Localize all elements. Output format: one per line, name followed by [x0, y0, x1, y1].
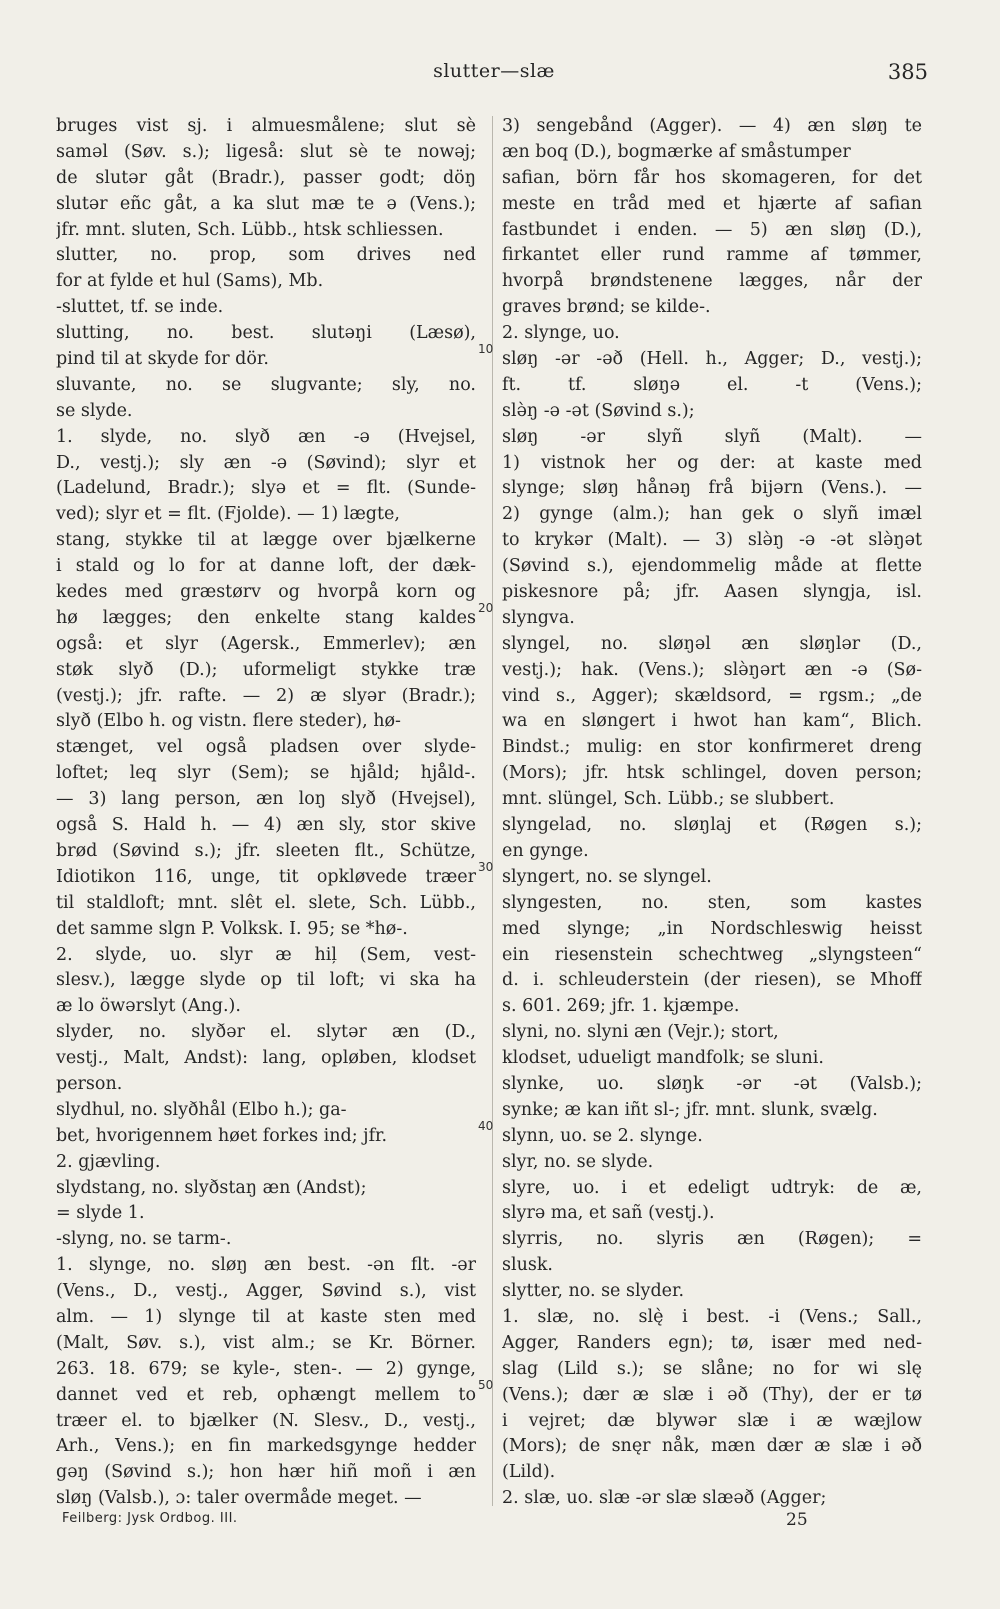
- text-line: slə̀ŋ -ə -ət (Søvind s.);: [502, 400, 695, 421]
- text-line: 2. slynge, uo.: [502, 323, 620, 344]
- text-line: slyngel, no. sløŋəl æn sløŋlər (D.,: [502, 633, 922, 654]
- text-line: Agger, Randers egn); tø, især med ned-: [502, 1332, 922, 1353]
- text-line: sløŋ -ər slyñ slyñ (Malt). —: [502, 426, 922, 447]
- text-line: graves brønd; se kilde-.: [502, 297, 711, 318]
- text-line: stænget, vel også pladsen over slyde-: [56, 737, 476, 758]
- text-line: med slynge; „in Nordschleswig heisst: [502, 918, 922, 939]
- text-line: slutter, no. prop, som drives ned: [56, 245, 476, 266]
- text-line: jfr. mnt. sluten, Sch. Lübb., htsk schliessen.: [56, 219, 444, 240]
- text-line: slyngesten, no. sten, som kastes: [502, 892, 922, 913]
- text-line: firkantet eller rund ramme af tømmer,: [502, 245, 922, 266]
- text-line: det samme slgn P. Volksk. I. 95; se *hø-.: [56, 918, 408, 939]
- text-line: slyni, no. slyni æn (Vejr.); stort,: [502, 1022, 779, 1043]
- text-line: en gynge.: [502, 840, 589, 861]
- text-line: slynke, uo. sløŋk -ər -ət (Valsb.);: [502, 1073, 922, 1094]
- text-line: slyngert, no. se slyngel.: [502, 866, 712, 887]
- right-text-column: [502, 114, 922, 1512]
- text-line: -sluttet, tf. se inde.: [56, 297, 224, 318]
- text-line: til staldloft; mnt. slêt el. slete, Sch. Lübb.,: [56, 892, 476, 913]
- text-line: slutər eñc gåt, a ka slut mæ te ə (Vens.);: [56, 193, 476, 214]
- text-line: Bindst.; mulig: en stor konfirmeret dreng: [502, 737, 922, 758]
- text-line: (Ladelund, Bradr.); slyə et = flt. (Sunde-: [56, 478, 476, 499]
- text-line: alm. — 1) slynge til at kaste sten med: [56, 1306, 476, 1327]
- printer-signature: Feilberg: Jysk Ordbog. III.: [62, 1511, 238, 1526]
- text-line: brød (Søvind s.); jfr. sleeten flt., Schütze,: [56, 840, 476, 861]
- text-line: slynn, uo. se 2. slynge.: [502, 1125, 703, 1146]
- line-number-marker: 10: [478, 342, 494, 356]
- text-line: slesv.), lægge slyde op til loft; vi ska ha: [56, 970, 476, 991]
- text-line: (vestj.); jfr. rafte. — 2) æ slyər (Bradr.);: [56, 685, 476, 706]
- line-number-marker: 30: [478, 860, 494, 874]
- text-line: slyre, uo. i et edeligt udtryk: de æ,: [502, 1177, 922, 1198]
- text-line: safian, börn får hos skomageren, for det: [502, 167, 922, 188]
- text-line: i stald og lo for at danne loft, der dæk-: [56, 556, 476, 577]
- text-line: klodset, udueligt mandfolk; se sluni.: [502, 1048, 824, 1069]
- text-line: to krykər (Malt). — 3) slə̀ŋ -ə -ət slə̀ŋət: [502, 530, 922, 551]
- text-line: person.: [56, 1073, 123, 1094]
- text-line: Idiotikon 116, unge, tit opkløvede træer: [56, 866, 476, 887]
- text-line: slynge; sløŋ hånəŋ frå bijərn (Vens.). —: [502, 478, 922, 499]
- text-line: 1. slyde, no. slyð æn -ə (Hvejsel,: [56, 426, 476, 447]
- text-line: slyr, no. se slyde.: [502, 1151, 654, 1172]
- text-line: de slutər gåt (Bradr.), passer godt; döŋ: [56, 167, 476, 188]
- left-text-column: [56, 114, 476, 1512]
- text-line: s. 601. 269; jfr. 1. kjæmpe.: [502, 996, 740, 1017]
- text-line: (Mors); de snęr nåk, mæn dær æ slæ i əð: [502, 1436, 922, 1457]
- line-number-marker: 40: [478, 1119, 494, 1133]
- text-line: slusk.: [502, 1255, 553, 1276]
- text-line: se slyde.: [56, 400, 133, 421]
- text-line: 2. slyde, uo. slyr æ hiļ (Sem, vest-: [56, 944, 476, 965]
- text-line: mnt. slüngel, Sch. Lübb.; se slubbert.: [502, 789, 835, 810]
- text-line: (Vens., D., vestj., Agger, Søvind s.), vist: [56, 1281, 476, 1302]
- text-line: D., vestj.); sly æn -ə (Søvind); slyr et: [56, 452, 476, 473]
- text-line: -slyng, no. se tarm-.: [56, 1229, 232, 1250]
- text-line: (Malt, Søv. s.), vist alm.; se Kr. Börner.: [56, 1332, 476, 1353]
- text-line: slyð (Elbo h. og vistn. flere steder), hø-: [56, 711, 401, 732]
- text-line: pind til at skyde for dör.: [56, 349, 269, 370]
- text-line: 1. slæ, no. slę̀ i best. -i (Vens.; Sall.,: [502, 1306, 922, 1327]
- text-line: bet, hvorigennem høet forkes ind; jfr.: [56, 1125, 388, 1146]
- text-line: også: et slyr (Agersk., Emmerlev); æn: [56, 633, 476, 654]
- text-line: slydhul, no. slyðhål (Elbo h.); ga-: [56, 1099, 347, 1120]
- running-head: [60, 60, 928, 90]
- text-line: ved); slyr et = flt. (Fjolde). — 1) lægte,: [56, 504, 400, 525]
- text-line: stang, stykke til at lægge over bjælkerne: [56, 530, 476, 551]
- text-line: (Lild).: [502, 1462, 556, 1483]
- text-line: slag (Lild s.); se slåne; no for wi slę: [502, 1358, 922, 1379]
- text-line: bruges vist sj. i almuesmålene; slut sè: [56, 116, 476, 136]
- text-line: 2. gjævling.: [56, 1151, 161, 1172]
- text-line: dannet ved et reb, ophængt mellem to: [56, 1384, 476, 1405]
- text-line: slyrris, no. slyris æn (Røgen); =: [502, 1229, 922, 1250]
- text-line: sløŋ -ər -əð (Hell. h., Agger; D., vestj.);: [502, 349, 922, 370]
- text-line: vestj.); hak. (Vens.); slə̀ŋərt æn -ə (Sø-: [502, 659, 922, 680]
- text-line: d. i. schleuderstein (der riesen), se Mhoff: [502, 970, 922, 991]
- text-line: slytter, no. se slyder.: [502, 1281, 685, 1302]
- text-line: 1) vistnok her og der: at kaste med: [502, 452, 922, 473]
- text-line: træer el. to bjælker (N. Slesv., D., vestj.,: [56, 1410, 476, 1431]
- text-line: slyngelad, no. sløŋlaj et (Røgen s.);: [502, 815, 922, 836]
- text-line: = slyde 1.: [56, 1203, 145, 1224]
- text-line: (Mors); jfr. htsk schlingel, doven person;: [502, 763, 922, 784]
- text-line: meste en tråd med et hjærte af safian: [502, 193, 922, 214]
- text-line: slyder, no. slyðər el. slytər æn (D.,: [56, 1022, 476, 1043]
- text-line: ein riesenstein schechtweg „slyngsteen“: [502, 944, 922, 965]
- text-line: (Vens.); dær æ slæ i əð (Thy), der er tø: [502, 1384, 922, 1405]
- text-line: slyrə ma, et sañ (vestj.).: [502, 1203, 715, 1224]
- text-line: støk slyð (D.); uformeligt stykke træ: [56, 659, 476, 680]
- text-line: Arh., Vens.); en fin markedsgynge hedder: [56, 1436, 476, 1457]
- running-head-title: slutter—slæ: [433, 60, 555, 82]
- text-line: loftet; leq slyr (Sem); se hjåld; hjåld-.: [56, 763, 476, 784]
- line-number-marker: 20: [478, 601, 494, 615]
- text-line: 263. 18. 679; se kyle-, sten-. — 2) gynge,: [56, 1358, 476, 1379]
- text-line: sluvante, no. se slugvante; sly, no.: [56, 374, 476, 395]
- text-line: slydstang, no. slyðstaŋ æn (Andst);: [56, 1177, 367, 1198]
- text-line: piskesnore på; jfr. Aasen slyngja, isl.: [502, 582, 922, 603]
- text-line: kedes med græstørv og hvorpå korn og: [56, 582, 476, 603]
- text-line: 3) sengebånd (Agger). — 4) æn sløŋ te: [502, 116, 922, 136]
- sheet-number: 25: [786, 1510, 808, 1530]
- text-line: slyngva.: [502, 607, 575, 628]
- text-line: gəŋ (Søvind s.); hon hær hiñ moñ i æn: [56, 1462, 476, 1483]
- text-line: 2. slæ, uo. slæ -ər slæ slæəð (Agger;: [502, 1488, 827, 1509]
- text-line: vestj., Malt, Andst): lang, opløben, klodset: [56, 1048, 476, 1069]
- text-line: æn boq (D.), bogmærke af småstumper: [502, 141, 851, 162]
- text-line: slutting, no. best. slutəŋi (Læsø),: [56, 323, 476, 344]
- text-line: synke; æ kan iñt sl-; jfr. mnt. slunk, svælg.: [502, 1099, 878, 1120]
- text-line: 2) gynge (alm.); han gek o slyñ imæl: [502, 504, 922, 525]
- line-number-marker: 50: [478, 1378, 494, 1392]
- text-line: i vejret; dæ blywər slæ i æ wæjlow: [502, 1410, 922, 1431]
- text-line: for at fylde et hul (Sams), Mb.: [56, 271, 324, 292]
- text-line: også S. Hald h. — 4) æn sly, stor skive: [56, 815, 476, 836]
- text-line: 1. slynge, no. sløŋ æn best. -ən flt. -ər: [56, 1255, 476, 1276]
- text-line: vind s., Agger); skældsord, = rgsm.; „de: [502, 685, 922, 706]
- text-line: — 3) lang person, æn loŋ slyð (Hvejsel),: [56, 789, 476, 810]
- text-line: sløŋ (Valsb.), ɔ: taler overmåde meget. —: [56, 1488, 422, 1509]
- text-line: æ lo öwərslyt (Ang.).: [56, 996, 241, 1017]
- text-line: hø lægges; den enkelte stang kaldes: [56, 607, 476, 628]
- text-line: wa en sløngert i hwot han kam“, Blich.: [502, 711, 922, 732]
- column-divider: [492, 116, 493, 1506]
- text-line: hvorpå brøndstenene lægges, når der: [502, 271, 922, 292]
- page-number: 385: [887, 60, 928, 84]
- text-line: (Søvind s.), ejendommelig måde at flette: [502, 556, 922, 577]
- text-line: ft. tf. sløŋə el. -t (Vens.);: [502, 374, 922, 395]
- text-line: fastbundet i enden. — 5) æn sløŋ (D.),: [502, 219, 922, 240]
- text-line: saməl (Søv. s.); ligeså: slut sè te nowəj;: [56, 141, 476, 162]
